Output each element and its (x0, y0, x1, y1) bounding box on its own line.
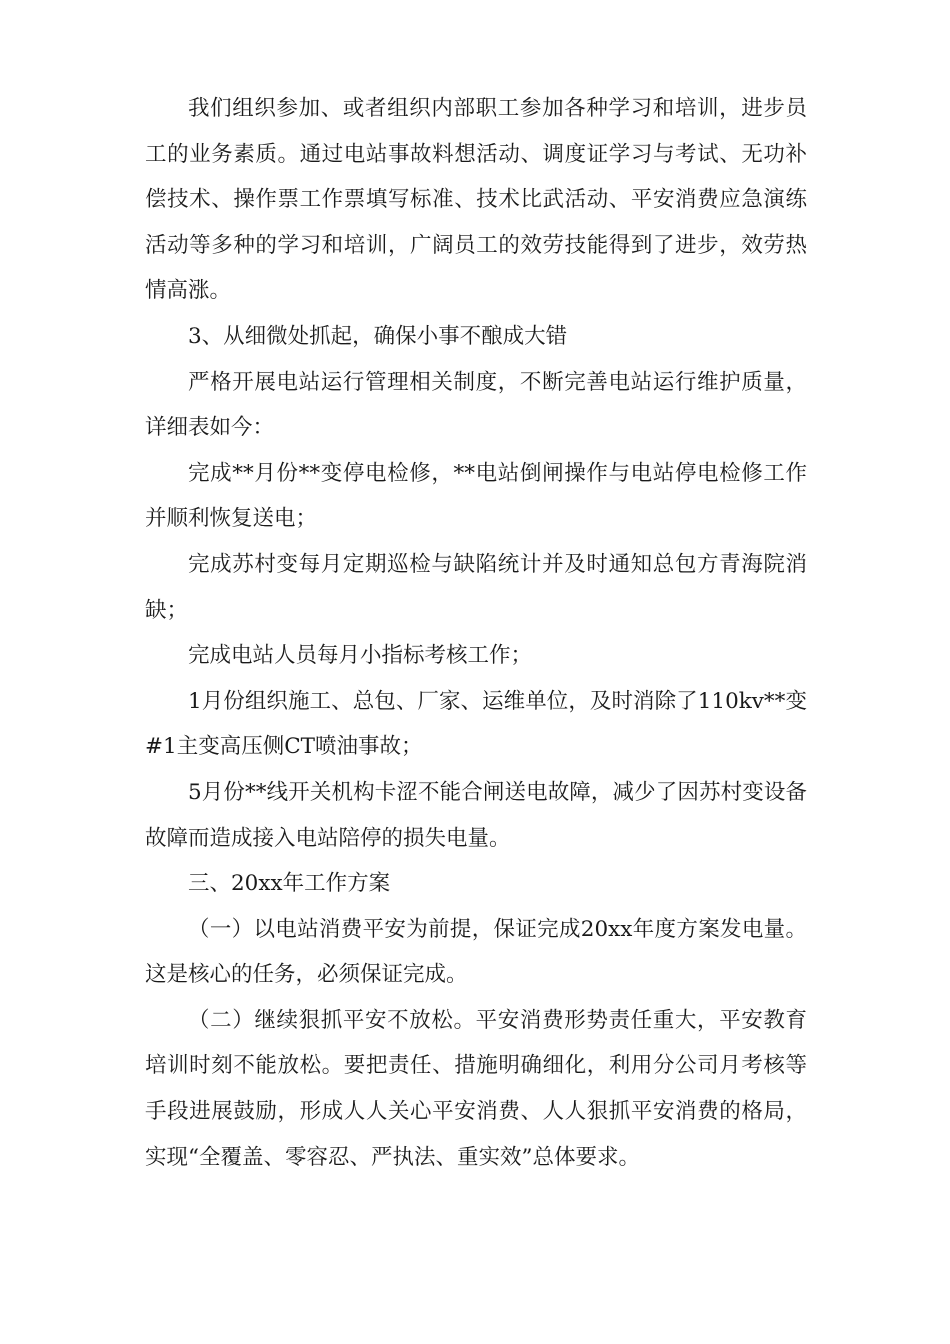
list-item-inspection: 完成苏村变每月定期巡检与缺陷统计并及时通知总包方青海院消缺； (145, 551, 807, 623)
plan-item-two: （二）继续狠抓平安不放松。平安消费形势责任重大，平安教育培训时刻不能放松。要把责任、措施明确细化，利用分公司月考核等手段进展鼓励，形成人人关心平安消费、人人狠抓平安消费的格局，实现“全覆盖、零容忍、严执法、重实效”总体要求。 (145, 1007, 807, 1170)
section-heading-details: 3、从细微处抓起，确保小事不酿成大错 (188, 323, 568, 349)
document-body (145, 86, 807, 1180)
section-heading-plan: 三、20xx年工作方案 (188, 871, 391, 897)
list-item-may: 5月份**线开关机构卡涩不能合闸送电故障，减少了因苏村变设备故障而造成接入电站陪停的损失电量。 (145, 779, 807, 851)
list-item-assessment: 完成电站人员每月小指标考核工作； (188, 643, 533, 669)
list-item-january: 1月份组织施工、总包、厂家、运维单位，及时消除了110kv**变#1主变高压侧CT喷油事故； (145, 688, 807, 760)
list-item-maintenance: 完成**月份**变停电检修，**电站倒闸操作与电站停电检修工作并顺利恢复送电； (145, 460, 807, 532)
plan-item-one: （一）以电站消费平安为前提，保证完成20xx年度方案发电量。这是核心的任务，必须保证完成。 (145, 916, 807, 988)
paragraph-training: 我们组织参加、或者组织内部职工参加各种学习和培训，进步员工的业务素质。通过电站事故料想活动、调度证学习与考试、无功补偿技术、操作票工作票填写标准、技术比武活动、平安消费应急演练活动等多种的学习和培训，广阔员工的效劳技能得到了进步，效劳热情高涨。 (145, 96, 807, 304)
paragraph-management: 严格开展电站运行管理相关制度，不断完善电站运行维护质量，详细表如今： (145, 369, 807, 441)
